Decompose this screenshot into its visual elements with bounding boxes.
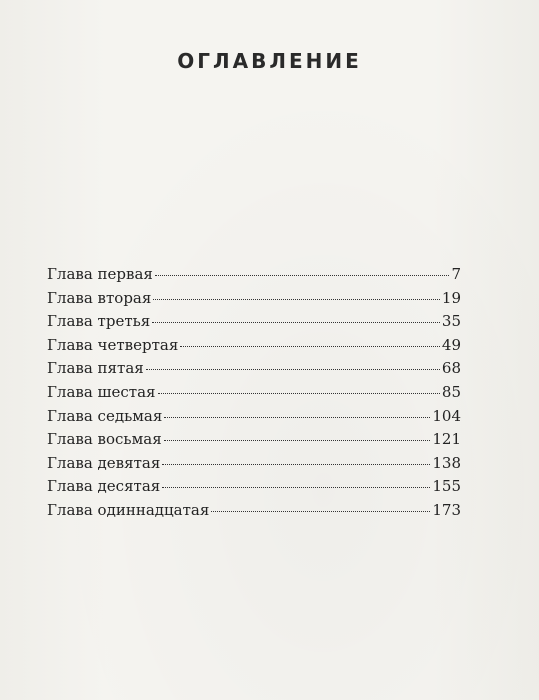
chapter-title: Глава третья <box>47 312 151 331</box>
chapter-title: Глава десятая <box>47 477 161 496</box>
dot-leader <box>164 417 430 418</box>
dot-leader <box>164 440 431 441</box>
page-number: 68 <box>441 359 461 378</box>
dot-leader <box>158 393 440 394</box>
page-number: 19 <box>441 288 461 307</box>
chapter-title: Глава одиннадцатая <box>47 500 210 519</box>
toc-entry <box>47 357 461 381</box>
chapter-title: Глава вторая <box>47 288 152 307</box>
dot-leader <box>162 464 430 465</box>
toc-entry <box>47 475 461 499</box>
toc-entry <box>47 428 461 452</box>
page-number: 49 <box>441 335 461 354</box>
toc-entry <box>47 452 461 476</box>
chapter-title: Глава первая <box>47 265 153 283</box>
toc-entry <box>47 405 461 429</box>
page-number: 138 <box>432 453 461 472</box>
toc-entry <box>47 334 461 358</box>
page-number: 104 <box>432 406 461 425</box>
page-number: 85 <box>441 382 461 401</box>
page-number: 121 <box>432 430 461 449</box>
dot-leader <box>146 369 440 370</box>
page-number: 35 <box>441 312 461 331</box>
table-of-contents <box>47 263 461 523</box>
toc-entry <box>47 310 461 334</box>
page-number: 7 <box>451 265 461 283</box>
toc-entry <box>47 381 461 405</box>
page-title: ОГЛАВЛЕНИЕ <box>177 49 362 73</box>
toc-entry <box>47 287 461 311</box>
chapter-title: Глава шестая <box>47 382 156 401</box>
toc-entry <box>47 499 461 523</box>
dot-leader <box>155 275 450 276</box>
dot-leader <box>152 322 440 323</box>
dot-leader <box>153 299 440 300</box>
chapter-title: Глава восьмая <box>47 430 162 449</box>
chapter-title: Глава пятая <box>47 359 144 378</box>
toc-entry <box>47 263 461 287</box>
page-number: 155 <box>432 477 461 496</box>
dot-leader <box>162 487 430 488</box>
chapter-title: Глава четвертая <box>47 335 179 354</box>
chapter-title: Глава девятая <box>47 453 161 472</box>
dot-leader <box>211 511 430 512</box>
chapter-title: Глава седьмая <box>47 406 163 425</box>
page-number: 173 <box>432 500 461 519</box>
dot-leader <box>180 346 440 347</box>
